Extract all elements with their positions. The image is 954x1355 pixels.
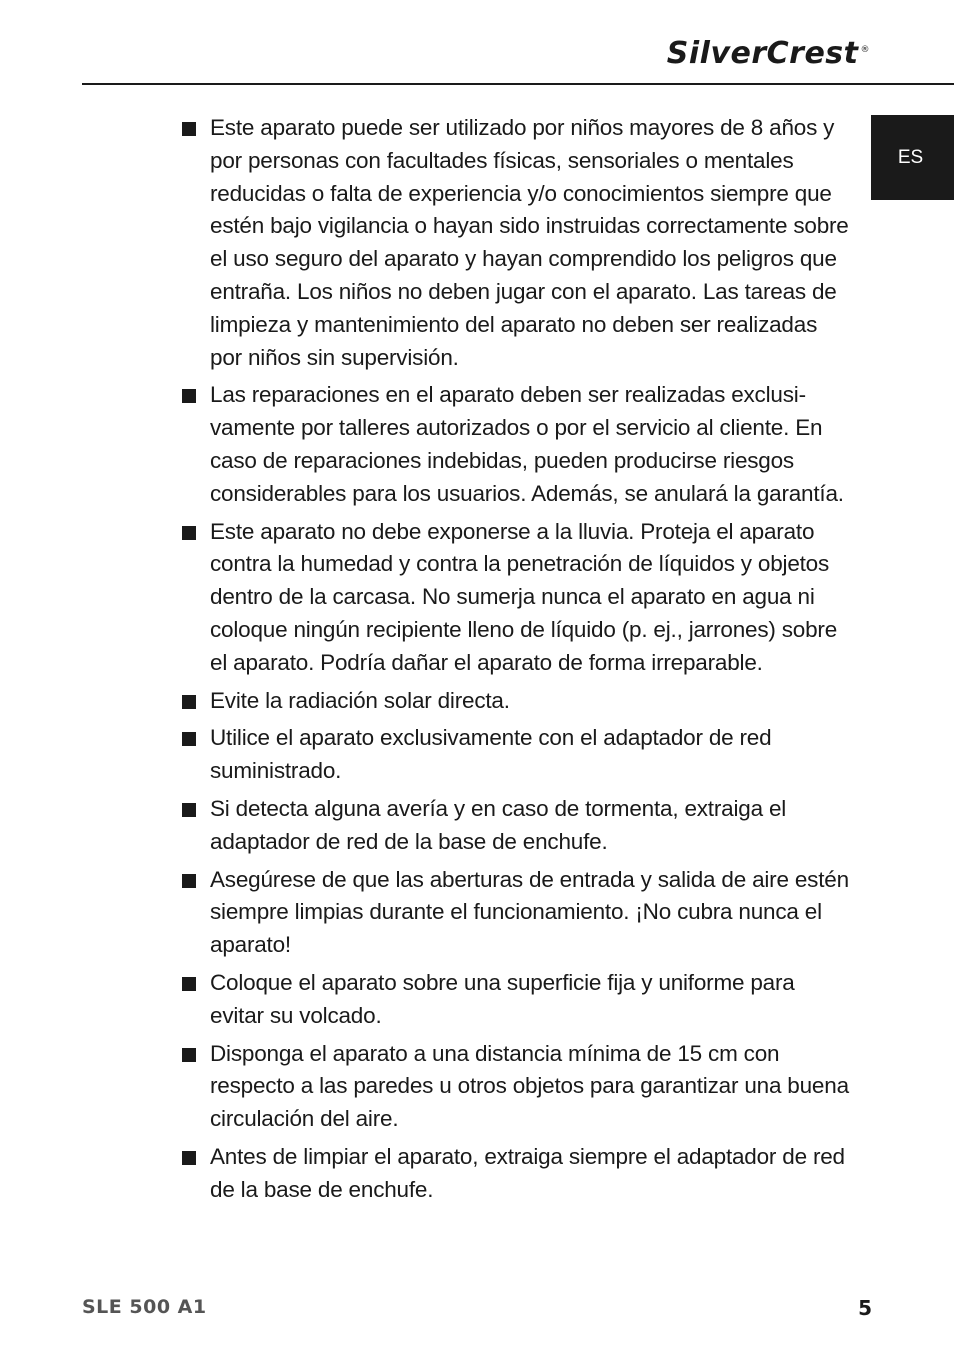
registered-mark: ® [860,45,870,55]
list-item-text: Evite la radiación solar directa. [210,687,510,713]
list-item-text: Las reparaciones en el aparato deben ser realizadas exclusivamente por talleres autorizados o por el servicio al cliente. En caso de reparaciones indebidas, pueden producirse riesgos considerables para los usuarios. Además, se anulará la garantía. [210,382,844,506]
square-bullet-icon [182,803,196,817]
list-item-text: Disponga el aparato a una distancia mínima de 15 cm con respecto a las paredes u otros objetos para garantizar una buena circulación del aire. [210,1040,849,1132]
list-item [182,722,852,788]
list-item [182,1141,852,1207]
list-item [182,1038,852,1136]
list-item [182,685,852,718]
square-bullet-icon [182,1048,196,1062]
list-item-text: Si detecta alguna avería y en caso de tormenta, extraiga el adaptador de red de la base de enchufe. [210,795,787,854]
list-item [182,379,852,510]
model-number: SLE 500 A1 [82,1296,207,1318]
list-item-text: Este aparato no debe exponerse a la lluvia. Proteja el aparato contra la humedad y contra la penetración de líquidos y objetos dentro de la carcasa. No sumerja nunca el aparato en agua ni coloque ningún recipiente lleno de líquido (p. ej., jarrones) sobre el aparato. Podría dañar el aparato de forma irreparable. [210,518,838,675]
list-item-text: Coloque el aparato sobre una superficie fija y uniforme para evitar su volcado. [210,969,795,1028]
list-item-text: Utilice el aparato exclusivamente con el adaptador de red suministrado. [210,725,772,784]
safety-list [182,112,852,1212]
square-bullet-icon [182,874,196,888]
brand-name: SilverCrest [666,36,859,71]
list-item-text: Antes de limpiar el aparato, extraiga siempre el adaptador de red de la base de enchufe. [210,1143,845,1202]
list-item [182,864,852,962]
page-number: 5 [858,1296,872,1320]
square-bullet-icon [182,389,196,403]
list-item-text: Asegúrese de que las aberturas de entrada y salida de aire estén siempre limpias durante el funcionamiento. ¡No cubra nunca el aparato! [210,866,849,958]
language-tab: ES [871,115,954,200]
square-bullet-icon [182,977,196,991]
list-item [182,967,852,1033]
square-bullet-icon [182,732,196,746]
brand-logo [667,36,870,71]
header-divider [82,83,954,85]
square-bullet-icon [182,526,196,540]
square-bullet-icon [182,1151,196,1165]
list-item [182,793,852,859]
square-bullet-icon [182,695,196,709]
list-item [182,112,852,374]
list-item-text: Este aparato puede ser utilizado por niños mayores de 8 años y por personas con facultades físicas, sensoriales o mentales reducidas o falta de experiencia y/o conocimientos siempre que estén bajo vigilancia o hayan sido instruidas correctamente sobre el uso seguro del aparato y hayan comprendido los peligros que entraña. Los niños no deben jugar con el aparato. Las tareas de limpieza y mantenimiento del aparato no deben ser realizadas por niños sin supervisión. [210,115,849,370]
list-item [182,516,852,680]
square-bullet-icon [182,122,196,136]
